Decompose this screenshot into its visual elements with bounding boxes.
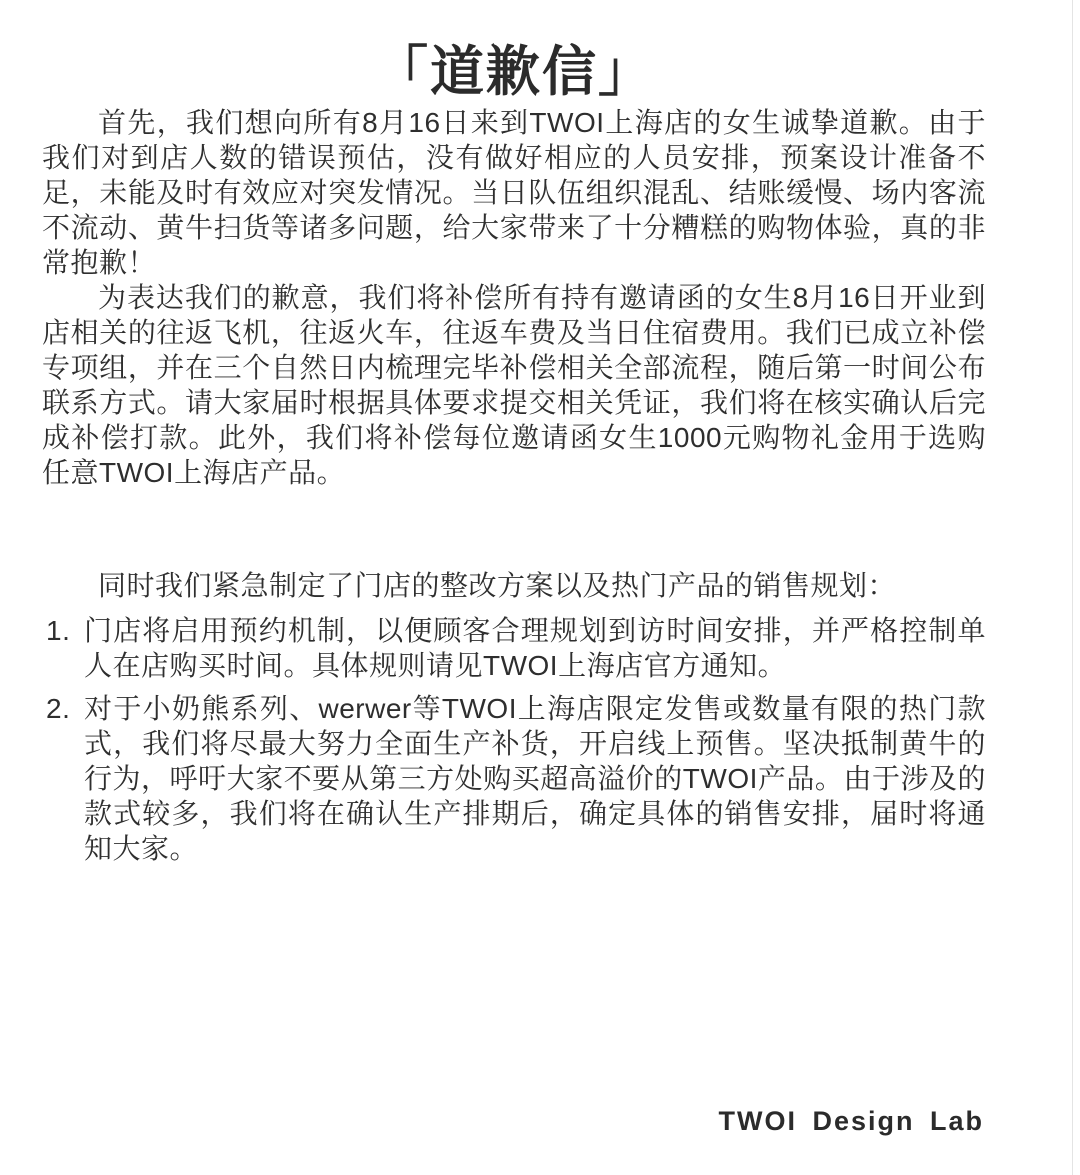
page-edge-line	[1072, 0, 1073, 1175]
list-item-number: 2.	[46, 692, 71, 724]
plan-list	[42, 613, 986, 866]
page-title: 「道歉信」	[374, 42, 654, 102]
signature-twoi-design-lab: TWOI Design Lab	[718, 1106, 984, 1136]
paragraph-compensation: 为表达我们的歉意，我们将补偿所有持有邀请函的女生8月16日开业到店相关的往返飞机，往返火车，往返车费及当日住宿费用。我们已成立补偿专项组，并在三个自然日内梳理完毕补偿相关全部流程，随后第一时间公布联系方式。请大家届时根据具体要求提交相关凭证，我们将在核实确认后完成补偿打款。此外，我们将补偿每位邀请函女生1000元购物礼金用于选购任意TWOI上海店产品。	[42, 281, 986, 488]
list-item	[42, 613, 986, 683]
list-item-number: 1.	[46, 614, 71, 646]
paragraph-apology: 首先，我们想向所有8月16日来到TWOI上海店的女生诚挚道歉。由于我们对到店人数的错误预估，没有做好相应的人员安排，预案设计准备不足，未能及时有效应对突发情况。当日队伍组织混乱、结账缓慢、场内客流不流动、黄牛扫货等诸多问题，给大家带来了十分糟糕的购物体验，真的非常抱歉！	[42, 106, 986, 278]
list-item	[42, 691, 986, 866]
plan-intro: 同时我们紧急制定了门店的整改方案以及热门产品的销售规划：	[98, 569, 897, 601]
list-item-text: 对于小奶熊系列、werwer等TWOI上海店限定发售或数量有限的热门款式，我们将尽最大努力全面生产补货，开启线上预售。坚决抵制黄牛的行为，呼吁大家不要从第三方处购买超高溢价的TWOI产品。由于涉及的款式较多，我们将在确认生产排期后，确定具体的销售安排，届时将通知大家。	[84, 692, 986, 864]
list-item-text: 门店将启用预约机制，以便顾客合理规划到访时间安排，并严格控制单人在店购买时间。具体规则请见TWOI上海店官方通知。	[84, 614, 986, 681]
